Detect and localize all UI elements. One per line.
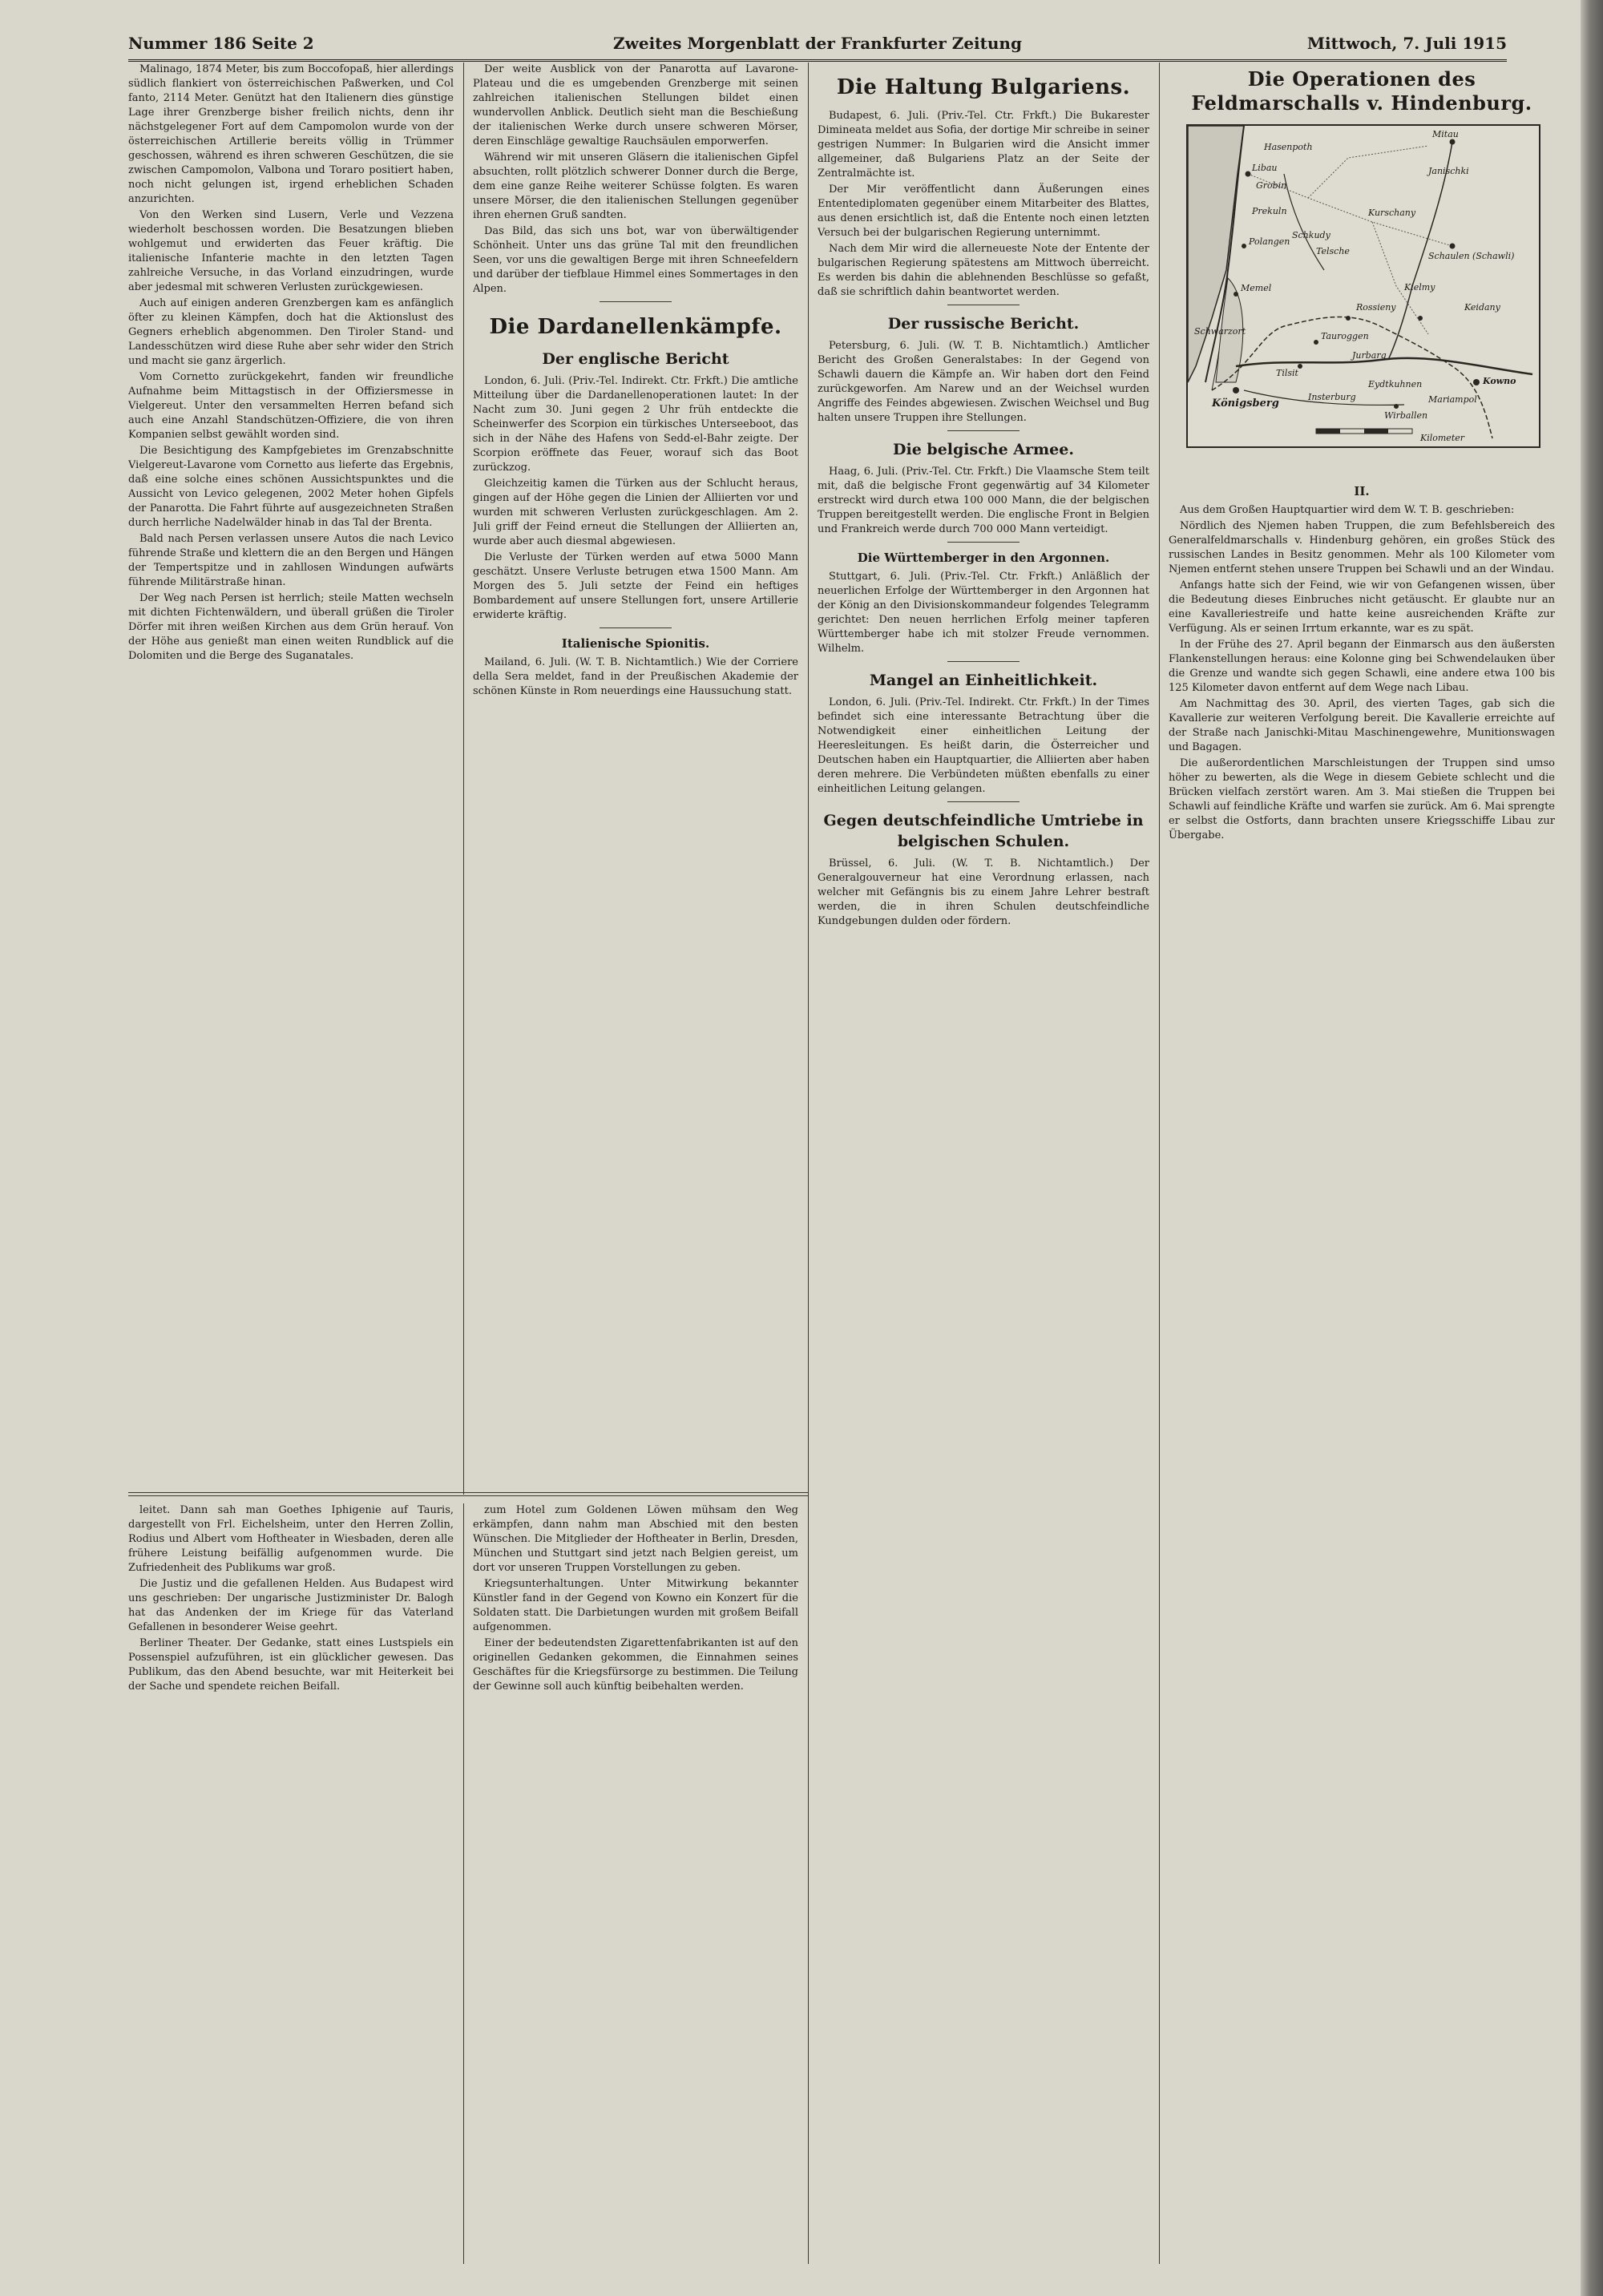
map-label: Hasenpoth (1264, 142, 1313, 152)
article-paragraph: Das Bild, das sich uns bot, war von überwältigender Schönheit. Unter uns das grüne Tal mit den freundlichen Seen, vor uns die gewaltigen Berge mit ihren Schneefeldern und darüber der tiefblaue Himmel eines Sommertages in den Alpen. (473, 225, 798, 295)
section-divider (947, 661, 1020, 662)
feuilleton-column-1 (128, 1503, 454, 2264)
feuilleton-divider (128, 1492, 808, 1496)
article-paragraph: In der Frühe des 27. April begann der Einmarsch aus den äußersten Flankenstellungen heraus: eine Kolonne ging bei Schwendelauken über die Grenze und wandte sich gegen Schawli, eine andere etwa 100 bis 125 Kilometer davon entfernt auf dem Wege nach Libau. (1169, 639, 1555, 694)
map-label: Tauroggen (1321, 331, 1369, 341)
article-paragraph: Gleichzeitig kamen die Türken aus der Schlucht heraus, gingen auf der Höhe gegen die Linien der Alliierten vor und wurden mit schweren Verlusten zurückgeschlagen. Am 2. Juli griff der Feind erneut die Stellungen der Alliierten an, wurde aber auch diesmal abgewiesen. (473, 478, 798, 547)
map-label: Mariampol (1428, 394, 1477, 405)
article-paragraph: Bald nach Persen verlassen unsere Autos die nach Levico führende Straße und klettern die an den Bergen und Hängen der Tempertspitze und in zahllosen Windungen aufwärts führende Militärstraße hinan. (128, 533, 454, 588)
belgian-army-head: Die belgische Armee. (893, 441, 1074, 458)
map-label: Telsche (1316, 246, 1350, 256)
column-rule (463, 1503, 464, 2264)
map-label: Grobin (1256, 180, 1287, 191)
column-rule (463, 63, 464, 1495)
issue-number: Nummer 186 Seite 2 (128, 34, 314, 53)
column-rule (808, 63, 809, 2264)
map-label: Mitau (1432, 129, 1459, 139)
article-paragraph: Die Besichtigung des Kampfgebietes im Grenzabschnitte Vielgereut-Lavarone vom Cornetto aus lieferte das Ergebnis, daß eine solche eines schönen Aussichtspunktes und die Aussicht von Levico gelegenen, 2002 Meter hohen Gipfels der Panarotta. Die Fahrt führte auf ausgezeichneten Straßen durch herrliche Nadelwälder hinab in das Tal der Brenta. (128, 445, 454, 529)
feuilleton-paragraph: zum Hotel zum Goldenen Löwen mühsam den Weg erkämpfen, dann nahm man Abschied mit den besten Wünschen. Die Mitglieder der Hoftheater in Berlin, Dresden, München und Stuttgart sind jetzt nach Belgien gereist, um dort vor unseren Truppen Vorstellungen zu geben. (473, 1504, 798, 1574)
map-label: Insterburg (1308, 392, 1356, 402)
map-label: Wirballen (1384, 410, 1428, 421)
article-paragraph: Der Weg nach Persen ist herrlich; steile Matten wechseln mit dichten Fichtenwäldern, und überall grüßen die Tiroler Dörfer mit ihren weißen Kirchen aus dem Grün herauf. Von der Höhe aus genießt man einen weiten Rundblick auf die Dolomiten und die Berge des Suganatales. (128, 592, 454, 662)
article-paragraph: Vom Cornetto zurückgekehrt, fanden wir freundliche Aufnahme beim Mittagstisch in der Offiziersmesse in Vielgereut. Unter den versammelten Herren befand sich auch eine Anzahl Standschützen-Offiziere, die von ihren Kompanien selbst gewählt worden sind. (128, 371, 454, 441)
article-paragraph: Nach dem Mir wird die allerneueste Note der Entente der bulgarischen Regierung spätestens am Mittwoch überreicht. Es werden bis dahin die ablehnenden Beschlüsse so gefaßt, daß sie schriftlich dahin beantwortet werden. (818, 243, 1149, 298)
masthead-title: Zweites Morgenblatt der Frankfurter Zeitung (613, 34, 1022, 53)
section-divider (947, 430, 1020, 431)
map-label: Polangen (1249, 236, 1290, 247)
section-divider (947, 801, 1020, 802)
article-paragraph: Während wir mit unseren Gläsern die italienischen Gipfel absuchten, rollt plötzlich schwerer Donner durch die Berge, dem eine ganze Reihe weiterer Schüsse folgten. Es waren unsere Mörser, die den italienischen Stellungen gegenüber ihren ehernen Gruß sandten. (473, 151, 798, 221)
map-label: Janischki (1428, 166, 1469, 176)
map-label: Kowno (1483, 376, 1516, 386)
map-label: Schkudy (1292, 230, 1330, 240)
article-paragraph: Brüssel, 6. Juli. (W. T. B. Nichtamtlich.) Der Generalgouverneur hat eine Verordnung erlassen, nach welcher mit Gefängnis bis zu einem Jahre Lehrer bestraft werden, die in ihren Schulen deutschfeindliche Kundgebungen dulden oder fördern. (818, 857, 1149, 927)
dardanelles-headline: Die Dardanellenkämpfe. (489, 315, 782, 339)
article-paragraph: Haag, 6. Juli. (Priv.-Tel. Ctr. Frkft.) Die Vlaamsche Stem teilt mit, daß die belgische Front gegenwärtig auf 34 Kilometer erstreckt wird durch etwa 100 000 Mann, die der belgischen Truppen bereitgestellt werden. Die englische Front in Belgien und Frankreich werde durch 700 000 Mann verteidigt. (818, 466, 1149, 535)
hindenburg-headline: Die Operationen des Feldmarschalls v. Hindenburg. (1191, 67, 1532, 115)
article-paragraph: London, 6. Juli. (Priv.-Tel. Indirekt. Ctr. Frkft.) In der Times befindet sich eine interessante Betrachtung über die Notwendigkeit einer einheitlichen Leitung der Heeresleitungen. Es heißt darin, die Österreicher und Deutschen haben ein Hauptquartier, die Alliierten aber haben deren mehrere. Die Verbündeten müßten ebenfalls zu einer einheitlichen Leitung gelangen. (818, 696, 1149, 795)
bulgaria-headline: Die Haltung Bulgariens. (836, 75, 1131, 99)
article-paragraph: Malinago, 1874 Meter, bis zum Boccofopaß, hier allerdings südlich flankiert von österreichischen Paßwerken, und Col fanto, 2114 Meter. Genützt hat den Italienern dies günstige Lage ihrer Grenzberge bisher freilich nichts, denn ihr nächstgelegener Fort auf dem Campomolon wurde von der österreichischen Artillerie bereits völlig in Trümmer geschossen, während es ihren schweren Geschützen, die sie zwischen Campomolon, Valbona und Toraro positiert haben, noch nicht gelungen ist, irgend erheblichen Schaden anzurichten. (128, 63, 454, 205)
issue-date: Mittwoch, 7. Juli 1915 (1306, 34, 1507, 53)
section-divider (600, 627, 672, 628)
map-label: Königsberg (1212, 397, 1279, 410)
column-3 (818, 63, 1149, 2264)
map-label: Libau (1252, 163, 1278, 173)
feuilleton-paragraph: Die Justiz und die gefallenen Helden. Aus Budapest wird uns geschrieben: Der ungarische Justizminister Dr. Balogh hat das Andenken der im Kriege für das Vaterland Gefallenen in besonderer Weise geehrt. (128, 1578, 454, 1633)
feuilleton-paragraph: Berliner Theater. Der Gedanke, statt eines Lustspiels ein Possenspiel aufzuführen, ist ein glücklicher gewesen. Das Publikum, das den Abend besuchte, war mit Heiterkeit bei der Sache und spendete reichen Beifall. (128, 1637, 454, 1693)
article-paragraph: Der Mir veröffentlicht dann Äußerungen eines Ententediplomaten gegenüber einem Mitarbeiter des Blattes, aus denen ersichtlich ist, daß die Entente noch einen letzten Versuch bei der bulgarischen Regierung unternimmt. (818, 184, 1149, 239)
feuilleton-column-2 (473, 1503, 798, 2264)
running-head (128, 27, 1507, 62)
section-number: II. (1354, 484, 1370, 498)
article-paragraph: Die Verluste der Türken werden auf etwa 5000 Mann geschätzt. Unsere Verluste betrugen etwa 1500 Mann. Am Morgen des 5. Juli setzte der Feind ein heftiges Bombardement auf unsere Stellungen fort, unsere Artillerie erwiderte kräftig. (473, 551, 798, 621)
operations-map (1186, 124, 1540, 448)
map-label: Kurschany (1368, 208, 1416, 218)
book-binding (1581, 0, 1603, 2296)
map-label: Schaulen (Schawli) (1428, 251, 1515, 261)
russian-report-head: Der russische Bericht. (887, 315, 1080, 333)
map-label: Keidany (1464, 302, 1500, 313)
map-label: Rossieny (1356, 302, 1396, 313)
section-divider (600, 301, 672, 302)
english-report-subhead: Der englische Bericht (542, 350, 729, 368)
wurttemberg-head: Die Württemberger in den Argonnen. (857, 551, 1110, 565)
belgian-schools-head: Gegen deutschfeindliche Umtriebe in belgischen Schulen. (823, 812, 1144, 850)
article-intro: Aus dem Großen Hauptquartier wird dem W. T. B. geschrieben: (1180, 504, 1515, 516)
lack-of-unity-head: Mangel an Einheitlichkeit. (869, 672, 1098, 689)
article-paragraph: Budapest, 6. Juli. (Priv.-Tel. Ctr. Frkft.) Die Bukarester Dimineata meldet aus Sofia, der dortige Mir schreibe in seiner gestrigen Nummer: In Bulgarien wird die Ansicht immer allgemeiner, daß Bulgariens Platz an der Seite der Zentralmächte ist. (818, 110, 1149, 180)
feuilleton-paragraph: leitet. Dann sah man Goethes Iphigenie auf Tauris, dargestellt von Frl. Eichelsheim, unter den Herren Zollin, Rodius und Albert vom Hoftheater in Wiesbaden, deren alle frühere Leistung beifällig aufgenommen wurde. Die Zufriedenheit des Publikums war groß. (128, 1504, 454, 1574)
section-divider (947, 542, 1020, 543)
feuilleton-paragraph: Kriegsunterhaltungen. Unter Mitwirkung bekannter Künstler fand in der Gegend von Kowno ein Konzert für die Soldaten statt. Die Darbietungen wurden mit großem Beifall aufgenommen. (473, 1578, 798, 1633)
article-paragraph: Von den Werken sind Lusern, Verle und Vezzena wiederholt beschossen worden. Die Besatzungen blieben wohlgemut und erwiderten das Feuer kräftig. Die italienische Infanterie machte in den letzten Tagen zahlreiche Versuche, in das Vorland einzudringen, wurde aber jedesmal mit schweren Verlusten zurückgewiesen. (128, 209, 454, 293)
italian-spionitis-head: Italienische Spionitis. (561, 636, 710, 651)
map-label: Prekuln (1252, 206, 1287, 216)
article-paragraph: Stuttgart, 6. Juli. (Priv.-Tel. Ctr. Frkft.) Anläßlich der neuerlichen Erfolge der Württemberger in den Argonnen hat der König an den Divisionskommandeur folgendes Telegramm gerichtet: Den neuen herrlichen Erfolg meiner tapferen Württemberger habe ich mit stolzer Freude vernommen. Wilhelm. (818, 571, 1149, 655)
article-paragraph: Anfangs hatte sich der Feind, wie wir von Gefangenen wissen, über die Bedeutung dieses Einbruches nicht getäuscht. Er glaubte nur an eine Kavalleriestreife und hatte keine ausreichenden Kräfte zur Verfügung. Als er seinen Irrtum erkannte, war es zu spät. (1169, 579, 1555, 635)
map-label: Kielmy (1404, 282, 1435, 293)
map-label: Jurbarg (1352, 350, 1387, 361)
article-paragraph: Die außerordentlichen Marschleistungen der Truppen sind umso höher zu bewerten, als die Wege in diesem Gebiete schlecht und die Brücken vielfach zerstört waren. Am 3. Mai stießen die Truppen bei Schawli auf feindliche Kräfte und warfen sie zurück. Am 6. Mai sprengte er selbst die Ostforts, dann brachten unsere Kriegsschiffe Libau zur Übergabe. (1169, 757, 1555, 841)
article-paragraph: Mailand, 6. Juli. (W. T. B. Nichtamtlich.) Wie der Corriere della Sera meldet, fand in der Preußischen Akademie der schönen Künste in Rom neuerdings eine Haussuchung statt. (473, 656, 798, 697)
column-1 (128, 63, 454, 1495)
article-paragraph: London, 6. Juli. (Priv.-Tel. Indirekt. Ctr. Frkft.) Die amtliche Mitteilung über die Dardanellenoperationen lautet: In der Nacht zum 30. Juni gegen 2 Uhr früh entdeckte die Scheinwerfer des Scorpion ein türkisches Unterseeboot, das sich in der Nähe des Hafens von Sedd-el-Bahr zeigte. Der Scorpion eröffnete das Feuer, worauf sich das Boot zurückzog. (473, 375, 798, 474)
map-figure (1188, 126, 1539, 446)
feuilleton-paragraph: Einer der bedeutendsten Zigarettenfabrikanten ist auf den originellen Gedanken gekommen, die Einnahmen seines Geschäftes für die Kriegsfürsorge zu bestimmen. Die Teilung der Gewinne soll auch künftig beibehalten werden. (473, 1637, 798, 1693)
map-label: Schwarzort (1194, 326, 1246, 337)
map-label: Memel (1241, 283, 1272, 293)
article-paragraph: Nördlich des Njemen haben Truppen, die zum Befehlsbereich des Generalfeldmarschalls v. Hindenburg gehören, ein großes Stück des russischen Landes in Besitz genommen. Mehr als 100 Kilometer vom Njemen entfernt stehen unsere Truppen bei Schawli und an der Windau. (1169, 520, 1555, 575)
map-label: Tilsit (1276, 368, 1298, 378)
article-paragraph: Petersburg, 6. Juli. (W. T. B. Nichtamtlich.) Amtlicher Bericht des Großen Generalstabes: In der Gegend von Schawli dauern die Kämpfe an. Wir haben dort den Feind zurückgeworfen. Am Narew und an der Weichsel wurden Angriffe des Feindes abgewiesen. Zwischen Weichsel und Bug halten unsere Truppen ihre Stellungen. (818, 340, 1149, 424)
column-rule (1159, 63, 1160, 2264)
article-paragraph: Der weite Ausblick von der Panarotta auf Lavarone-Plateau und die es umgebenden Grenzberge mit seinen zahlreichen italienischen Stellungen bildet einen wundervollen Anblick. Deutlich sieht man die Beschießung der italienischen Werke durch unsere schweren Mörser, deren Einschläge gewaltige Rauchsäulen emporwerfen. (473, 63, 798, 147)
map-scale-label: Kilometer (1420, 433, 1465, 443)
article-paragraph: Auch auf einigen anderen Grenzbergen kam es anfänglich öfter zu kleinen Kämpfen, doch hat die Aktionslust des Gegners erheblich abgenommen. Den Tiroler Stand- und Landesschützen wird diese Ruhe aber sehr wider den Strich und macht sie ganz ärgerlich. (128, 297, 454, 367)
article-paragraph: Am Nachmittag des 30. April, des vierten Tages, gab sich die Kavallerie zur weiteren Verfolgung bereit. Die Kavallerie erreichte auf der Straße nach Janischki-Mitau Maschinengewehre, Munitionswagen und Bagagen. (1169, 698, 1555, 753)
map-label: Eydtkuhnen (1368, 379, 1423, 389)
column-2 (473, 63, 798, 1495)
